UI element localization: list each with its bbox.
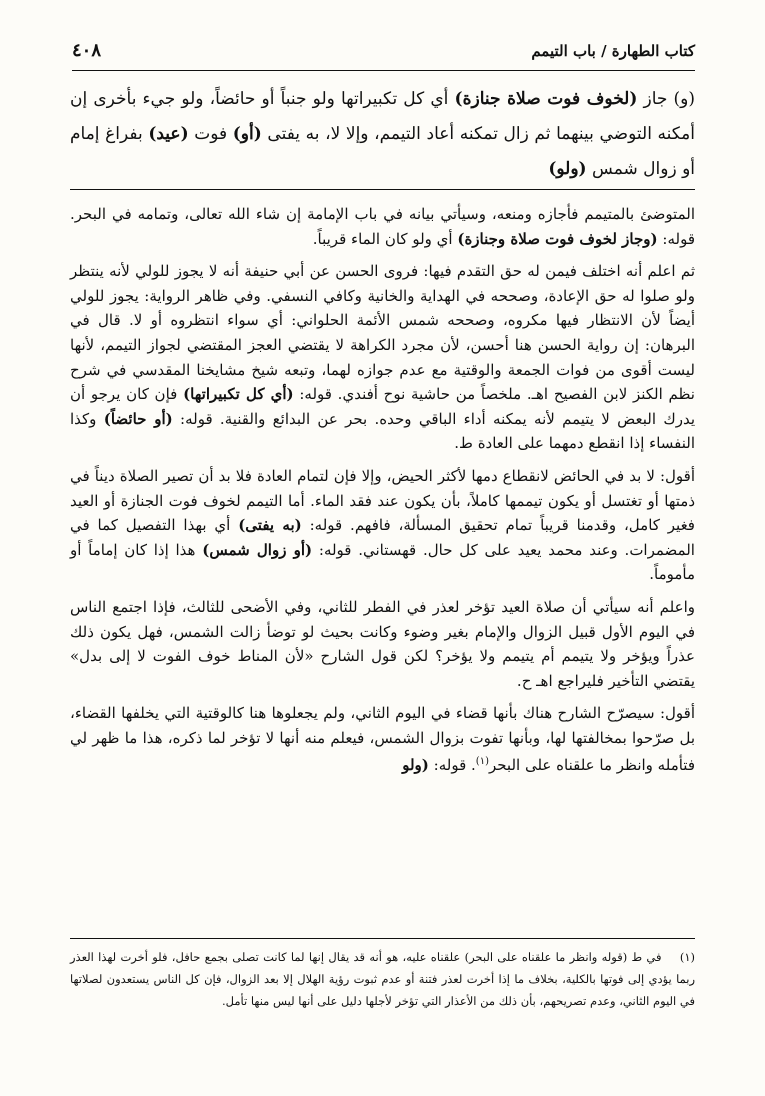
matn-text bbox=[70, 82, 695, 187]
paragraph: أقول: سيصرّح الشارح هناك بأنها قضاء في اليوم الثاني، ولم يجعلوها هنا كالوقتية التي يخلفها القضاء، بل صرّحوا بمخالفتها لها، وبأنها تفوت بزوال الشمس، فيعلم منه أنها لا تؤخر لما ذكره، هذا ما ظهر لي فتأمله وانظر ما علقناه على البحر$^{(١)}$. قوله: (ولو bbox=[70, 704, 695, 775]
paragraph: ثم اعلم أنه اختلف فيمن له حق التقدم فيها: فروى الحسن عن أبي حنيفة أنه لا يجوز للولي لأنه ينتظر ولو صلوا له حق الإعادة، وصححه في الهداية والخانية وكافي النسفي. وفي ظاهر الرواية: يجوز للولي أيضاً لأن الانتظار فيها مكروه، وصححه شمس الأئمة الحلواني: أي سواء انتظروه أو لا. قال في البرهان: إن رواية الحسن هنا أحسن، لأن مجرد الكراهة لا يقتضي العجز المقتضي لجواز التيمم، لأنها ليست أقوى من فوات الجمعة والوقتية مع عدم جوازه لهما، وتبعه شيخ مشايخنا المقدسي في شرح نظم الكنز لابن الفصيح اهـ. ملخصاً من حاشية نوح أفندي. قوله: (أي كل تكبيراتها) فإن كان يرجو أن يدرك البعض لا يتيمم لأنه يمكنه أداء الباقي وحده. بحر عن البدائع والقنية. قوله: (أو حائضاً) وكذا النفساء إذا انقطع دمهما على العادة ط. bbox=[70, 262, 695, 453]
matn-bold: (لخوف فوت صلاة جنازة) bbox=[454, 89, 638, 109]
matn-separator bbox=[70, 189, 695, 190]
matn-seg: (و) جاز bbox=[643, 89, 696, 109]
matn-bold: (عيد) bbox=[148, 124, 189, 144]
chapter-title: كتاب الطهارة / باب التيمم bbox=[531, 42, 695, 60]
matn-seg: فوت bbox=[194, 124, 228, 144]
page-header bbox=[72, 30, 695, 71]
page-number: ٤٠٨ bbox=[72, 40, 102, 61]
matn-bold: (ولو) bbox=[548, 159, 587, 179]
footnote-text: في ط (قوله وانظر ما علقناه على البحر) علقناه عليه، هو أنه قد يقال إنها لما كانت تصلى بجمع حافل، فلو أخرت لهذا العذر ربما يؤدي إلى فوتها بالكلية، بخلاف ما إذا أخرت لعذر فتنة أو عدم ثبوت رؤية الهلال إلا بعد الزوال، فإن كل الناس يستعدون لصلاتها في اليوم الثاني، وعدم تصريحهم، بأن ذلك من الأعذار التي تؤخر لأجلها دليل على أنها ليس منها تأمل. bbox=[70, 950, 695, 1008]
matn-seg: أي كل تكبيراتها ولو جنباً أو حائضاً، ولو جيء بأخرى إن أمكنه التوضي بينهما ثم زال تمكنه أعاد التيمم، وإلا لا، به يفتى bbox=[70, 89, 696, 144]
footnote-separator bbox=[70, 938, 695, 939]
paragraph: واعلم أنه سيأتي أن صلاة العيد تؤخر لعذر في الفطر للثاني، وفي الأضحى للثالث، فإذا اجتمع الناس في اليوم الأول قبيل الزوال والإمام بغير وضوء وكانت بحيث لو توضأ زالت الشمس، فهل يكون ذلك عذراً ويؤخر ولا يتيمم أم يتيمم ولا يؤخر؟ لكن قول الشارح «لأن المناط خوف الفوت لا إلى بدل» يقتضي التأخير فليراجع اهـ ح. bbox=[70, 597, 695, 690]
footnote-number: (١) bbox=[679, 950, 695, 964]
footnote bbox=[70, 946, 695, 1012]
footnote-ref: (١) bbox=[475, 756, 489, 768]
matn-seg: بفراغ إمام أو زوال شمس bbox=[70, 124, 695, 179]
matn-bold: (أو) bbox=[232, 124, 262, 144]
commentary-text bbox=[70, 202, 695, 786]
paragraph: أقول: لا بد في الحائض لانقطاع دمها لأكثر الحيض، وإلا فإن لتمام العادة فلا بد أن تصير الصلاة ديناً في ذمتها أو تغتسل أو يكون تيممها كاملاً، بأن يكون عند فقد الماء. أما التيمم لخوف فوت الجنازة أو العيد فغير كامل، وقدمنا قريباً تمام تحقيق المسألة، فافهم. قوله: (به يفتى) أي بهذا التفصيل كما في المضمرات. وعند محمد يعيد على كل حال. قهستاني. قوله: (أو زوال شمس) هذا إذا كان إماماً أو مأموماً. bbox=[70, 466, 695, 584]
paragraph: المتوضئ بالمتيمم فأجازه ومنعه، وسيأتي بيانه في باب الإمامة إن شاء الله تعالى، وتمامه في البحر. قوله: (وجاز لخوف فوت صلاة وجنازة) أي ولو كان الماء قريباً. bbox=[70, 205, 695, 248]
